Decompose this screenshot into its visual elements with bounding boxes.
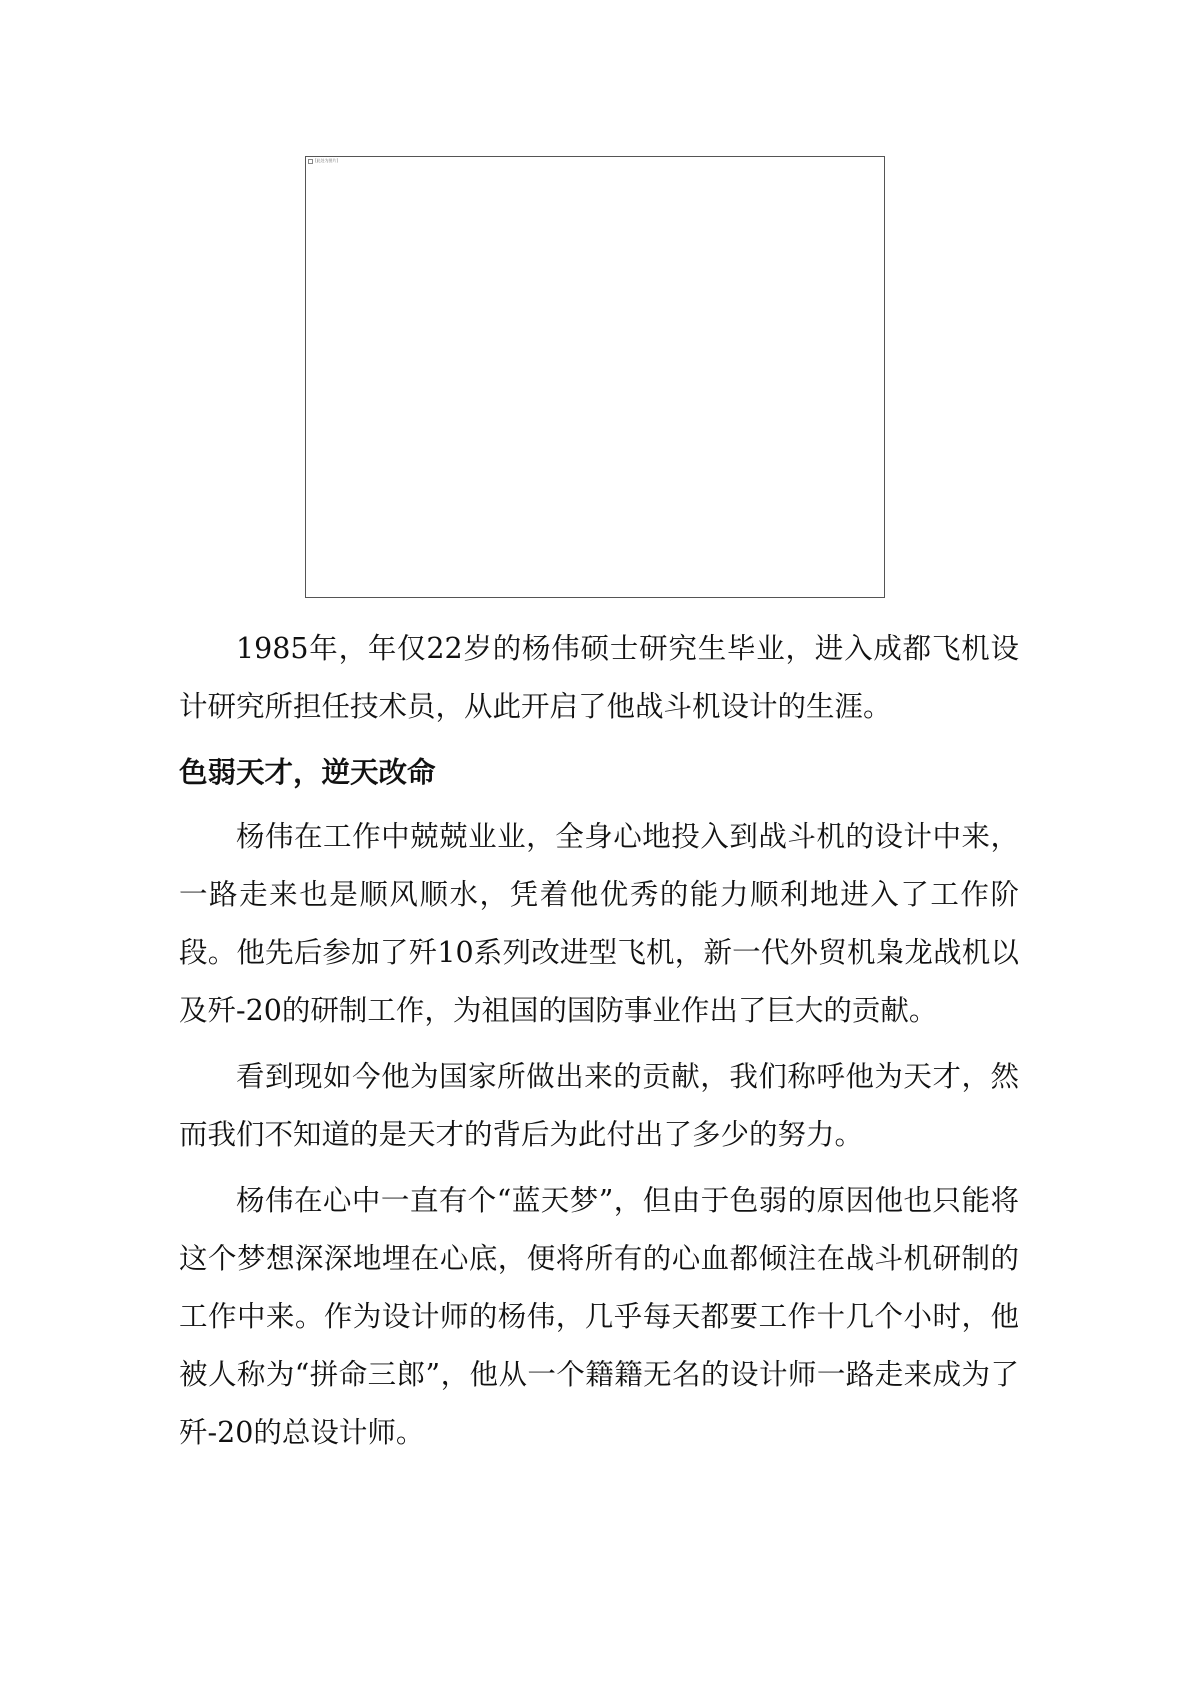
image-placeholder xyxy=(305,156,885,598)
paragraph-3: 看到现如今他为国家所做出来的贡献，我们称呼他为天才，然而我们不知道的是天才的背后为此付出了多少的努力。 xyxy=(179,1060,1019,1151)
paragraph-2: 杨伟在工作中兢兢业业，全身心地投入到战斗机的设计中来，一路走来也是顺风顺水，凭着他优秀的能力顺利地进入了工作阶段。他先后参加了歼10系列改进型飞机，新一代外贸机枭龙战机以及歼-20的研制工作，为祖国的国防事业作出了巨大的贡献。 xyxy=(179,820,1019,1027)
article-body xyxy=(179,620,1019,1470)
section-heading: 色弱天才，逆天改命 xyxy=(179,756,436,789)
paragraph-1: 1985年，年仅22岁的杨伟硕士研究生毕业，进入成都飞机设计研究所担任技术员，从此开启了他战斗机设计的生涯。 xyxy=(179,632,1019,723)
broken-image-icon xyxy=(308,159,313,164)
paragraph-4: 杨伟在心中一直有个“蓝天梦”，但由于色弱的原因他也只能将这个梦想深深地埋在心底，便将所有的心血都倾注在战斗机研制的工作中来。作为设计师的杨伟，几乎每天都要工作十几个小时，他被人称为“拼命三郎”，他从一个籍籍无名的设计师一路走来成为了歼-20的总设计师。 xyxy=(179,1184,1019,1449)
image-alt-text: [此处为图片] xyxy=(315,158,339,163)
